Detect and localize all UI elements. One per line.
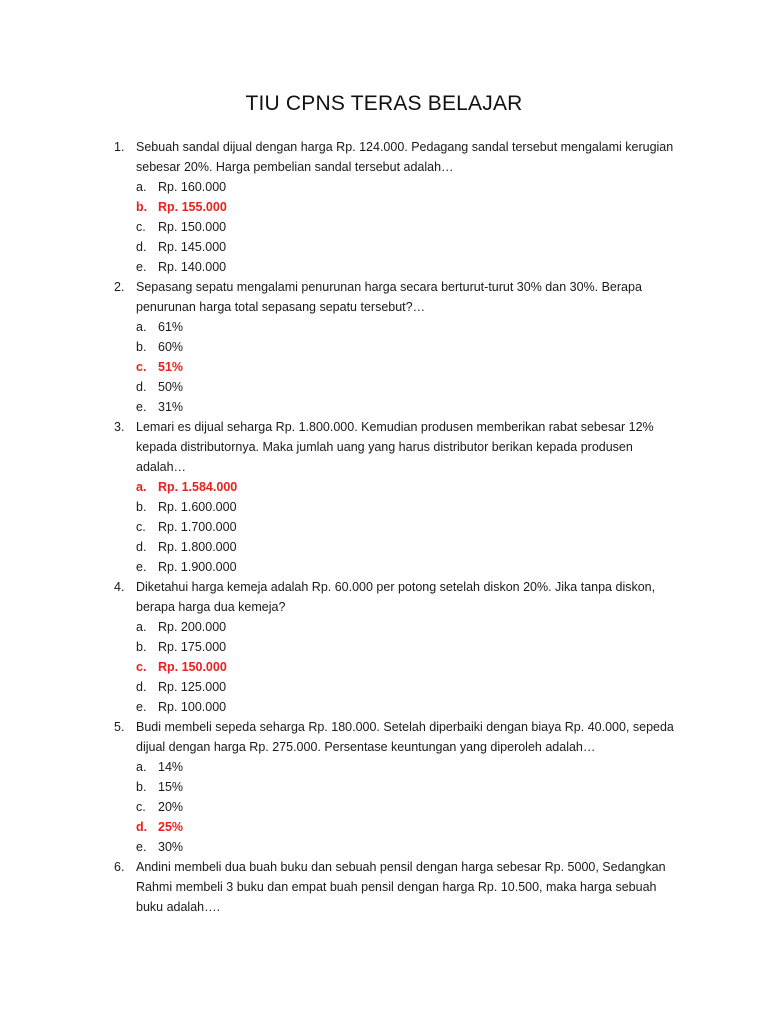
option-text: 20% xyxy=(158,800,184,814)
option-letter: c. xyxy=(136,660,147,674)
page-title: TIU CPNS TERAS BELAJAR xyxy=(245,92,523,115)
option-text: Rp. 145.000 xyxy=(158,240,227,254)
answer-option xyxy=(136,337,674,357)
option-text: 25% xyxy=(158,820,184,834)
option-letter: d. xyxy=(136,540,147,554)
answer-option xyxy=(136,697,674,717)
answer-option xyxy=(136,797,674,817)
option-text: Rp. 1.700.000 xyxy=(158,520,237,534)
option-text: Rp. 1.900.000 xyxy=(158,560,237,574)
question-text: Andini membeli dua buah buku dan sebuah pensil dengan harga sebesar Rp. 5000, Sedangkan Rahmi membeli 3 buku dan empat buah pensil dengan harga Rp. 10.500, maka harga sebuah buku adalah…. xyxy=(136,860,666,914)
answer-option xyxy=(136,677,674,697)
option-list xyxy=(136,617,674,717)
option-text: 51% xyxy=(158,360,184,374)
question-number: 3. xyxy=(114,420,125,434)
question-item xyxy=(114,417,674,577)
answer-option xyxy=(136,517,674,537)
question-number: 2. xyxy=(114,280,125,294)
option-text: Rp. 1.584.000 xyxy=(158,480,238,494)
option-text: Rp. 150.000 xyxy=(158,220,227,234)
option-text: 30% xyxy=(158,840,184,854)
option-text: Rp. 160.000 xyxy=(158,180,227,194)
option-text: Rp. 155.000 xyxy=(158,200,227,214)
correct-answer-option xyxy=(136,657,674,677)
option-text: 14% xyxy=(158,760,184,774)
option-letter: b. xyxy=(136,500,147,514)
question-number: 4. xyxy=(114,580,125,594)
option-list xyxy=(136,757,674,857)
option-letter: a. xyxy=(136,180,147,194)
option-text: Rp. 125.000 xyxy=(158,680,227,694)
option-text: Rp. 1.800.000 xyxy=(158,540,237,554)
answer-option xyxy=(136,257,674,277)
option-letter: a. xyxy=(136,760,147,774)
option-list xyxy=(136,177,674,277)
option-text: 60% xyxy=(158,340,184,354)
correct-answer-option xyxy=(136,197,674,217)
answer-option xyxy=(136,617,674,637)
option-list xyxy=(136,477,674,577)
option-text: Rp. 175.000 xyxy=(158,640,227,654)
option-text: 15% xyxy=(158,780,184,794)
question-text: Sepasang sepatu mengalami penurunan harga secara berturut-turut 30% dan 30%. Berapa penurunan harga total sepasang sepatu tersebut?… xyxy=(136,280,642,314)
question-number: 5. xyxy=(114,720,125,734)
option-letter: e. xyxy=(136,700,147,714)
option-letter: b. xyxy=(136,340,147,354)
answer-option xyxy=(136,637,674,657)
option-letter: e. xyxy=(136,840,147,854)
answer-option xyxy=(136,237,674,257)
question-list xyxy=(114,137,674,917)
answer-option xyxy=(136,177,674,197)
answer-option xyxy=(136,537,674,557)
answer-option xyxy=(136,397,674,417)
option-text: Rp. 100.000 xyxy=(158,700,227,714)
correct-answer-option xyxy=(136,477,674,497)
question-text: Sebuah sandal dijual dengan harga Rp. 124.000. Pedagang sandal tersebut mengalami kerugian sebesar 20%. Harga pembelian sandal tersebut adalah… xyxy=(136,140,674,174)
option-letter: b. xyxy=(136,640,147,654)
option-letter: d. xyxy=(136,380,147,394)
question-item xyxy=(114,717,674,857)
correct-answer-option xyxy=(136,817,674,837)
answer-option xyxy=(136,377,674,397)
question-text: Diketahui harga kemeja adalah Rp. 60.000 per potong setelah diskon 20%. Jika tanpa diskon, berapa harga dua kemeja? xyxy=(136,580,656,614)
option-text: 50% xyxy=(158,380,184,394)
option-letter: e. xyxy=(136,560,147,574)
option-letter: b. xyxy=(136,200,148,214)
answer-option xyxy=(136,837,674,857)
option-letter: a. xyxy=(136,480,147,494)
answer-option xyxy=(136,217,674,237)
question-text: Budi membeli sepeda seharga Rp. 180.000. Setelah diperbaiki dengan biaya Rp. 40.000, sepeda dijual dengan harga Rp. 275.000. Persentase keuntungan yang diperoleh adalah… xyxy=(136,720,674,754)
option-letter: e. xyxy=(136,400,147,414)
option-letter: d. xyxy=(136,680,147,694)
question-item xyxy=(114,857,674,917)
question-item xyxy=(114,137,674,277)
answer-option xyxy=(136,317,674,337)
question-number: 1. xyxy=(114,140,125,154)
option-text: Rp. 150.000 xyxy=(158,660,227,674)
option-letter: d. xyxy=(136,820,148,834)
option-letter: a. xyxy=(136,320,147,334)
option-text: Rp. 140.000 xyxy=(158,260,227,274)
option-letter: d. xyxy=(136,240,147,254)
option-list xyxy=(136,317,674,417)
option-letter: b. xyxy=(136,780,147,794)
correct-answer-option xyxy=(136,357,674,377)
option-letter: e. xyxy=(136,260,147,274)
option-text: 31% xyxy=(158,400,184,414)
option-letter: c. xyxy=(136,800,146,814)
answer-option xyxy=(136,497,674,517)
option-text: Rp. 1.600.000 xyxy=(158,500,237,514)
answer-option xyxy=(136,557,674,577)
option-text: Rp. 200.000 xyxy=(158,620,227,634)
question-item xyxy=(114,577,674,717)
option-letter: c. xyxy=(136,520,146,534)
answer-option xyxy=(136,777,674,797)
option-letter: c. xyxy=(136,360,147,374)
question-item xyxy=(114,277,674,417)
answer-option xyxy=(136,757,674,777)
option-letter: c. xyxy=(136,220,146,234)
question-text: Lemari es dijual seharga Rp. 1.800.000. Kemudian produsen memberikan rabat sebesar 12% kepada distributornya. Maka jumlah uang yang harus distributor berikan kepada produsen adalah… xyxy=(136,420,654,474)
option-text: 61% xyxy=(158,320,184,334)
option-letter: a. xyxy=(136,620,147,634)
question-number: 6. xyxy=(114,860,125,874)
